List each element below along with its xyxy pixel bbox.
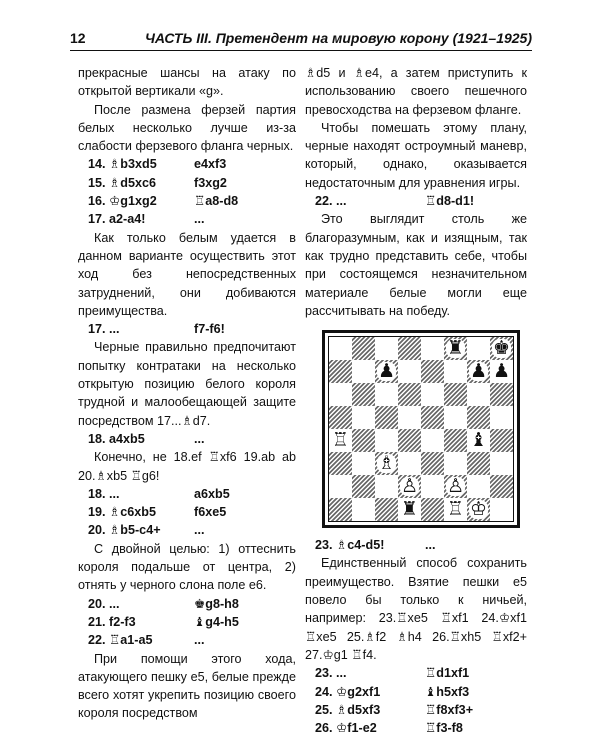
black-move: ♝h5xf3 [425, 684, 470, 699]
move-line [78, 320, 296, 338]
board-square [421, 383, 444, 406]
white-move: 23. ♗c4-d5! [315, 538, 385, 553]
white-move: 20. ♗b5-c4+ [88, 523, 161, 538]
black-move: ... [194, 523, 205, 538]
black-move: ♚g8-h8 [194, 596, 239, 611]
white-move: 14. ♗b3xd5 [88, 157, 157, 172]
board-square [398, 498, 421, 521]
move-line [78, 631, 296, 649]
black-move: f3xg2 [194, 175, 227, 190]
board-square [421, 498, 444, 521]
move-line [78, 430, 296, 448]
board-square [421, 429, 444, 452]
board-square [375, 360, 398, 383]
board-square [490, 406, 513, 429]
white-move: 19. ♗c6xb5 [88, 505, 157, 520]
black-move: ♖d8-d1! [425, 194, 475, 209]
white-move: 16. ♔g1xg2 [88, 194, 157, 209]
black-move: ♖f3-f8 [425, 721, 463, 736]
black-move: e4xf3 [194, 157, 227, 172]
paragraph: Конечно, не 18.ef ♖xf6 19.ab ab 20.♗xb5 ♖g6! [78, 450, 296, 483]
running-title: ЧАСТЬ III. Претендент на мировую корону (1921–1925) [145, 30, 532, 46]
move-line [78, 210, 296, 228]
board-square [329, 429, 352, 452]
paragraph: Как только белым удается в данном варианте осуществить этот ход без непосредственных затруднений, они добиваются преимущества. [78, 230, 296, 318]
board-square [375, 475, 398, 498]
white-move: 22. ... [315, 194, 347, 209]
black-move: ♝g4-h5 [194, 614, 239, 629]
board-square [375, 406, 398, 429]
board-square [444, 383, 467, 406]
board-square [490, 498, 513, 521]
chess-piece-icon: ♗ [377, 452, 396, 475]
right-column [305, 64, 527, 737]
chess-piece-icon: ♟ [492, 360, 511, 383]
move-line [78, 521, 296, 539]
board-square [375, 337, 398, 360]
chess-piece-icon: ♟ [469, 360, 488, 383]
chess-piece-icon: ♜ [446, 337, 465, 360]
black-move: f7-f6! [194, 322, 225, 337]
board-square [490, 452, 513, 475]
chess-piece-icon: ♙ [400, 475, 419, 498]
chess-piece-icon: ♙ [446, 475, 465, 498]
move-line [78, 485, 296, 503]
board-square [467, 337, 490, 360]
board-square [398, 452, 421, 475]
board-square [467, 360, 490, 383]
chess-piece-icon: ♖ [331, 429, 350, 452]
move-line [78, 595, 296, 613]
board-square [467, 475, 490, 498]
board-square [375, 429, 398, 452]
white-move: 17. ... [88, 322, 120, 337]
board-square [444, 406, 467, 429]
paragraph: Чтобы помешать этому плану, черные находят остроумный маневр, который, однако, оказывается недостаточным для уравнения игры. [305, 120, 527, 190]
chess-piece-icon: ♚ [492, 337, 511, 360]
black-move: ... [194, 633, 205, 648]
white-move: 23. ... [315, 666, 347, 681]
white-move: 18. ... [88, 486, 120, 501]
board-square [398, 406, 421, 429]
board-square [398, 383, 421, 406]
board-square [352, 383, 375, 406]
board-square [490, 429, 513, 452]
black-move: ... [194, 431, 205, 446]
board-square [375, 383, 398, 406]
board-square [329, 360, 352, 383]
board-square [352, 406, 375, 429]
board-square [352, 475, 375, 498]
board-square [421, 406, 444, 429]
chess-piece-icon: ♟ [377, 360, 396, 383]
board-square [421, 360, 444, 383]
board-square [329, 475, 352, 498]
board-square [421, 452, 444, 475]
white-move: 24. ♔g2xf1 [315, 684, 381, 699]
move-line [78, 503, 296, 521]
page-header [70, 28, 532, 51]
chessboard [328, 336, 514, 522]
white-move: 21. f2-f3 [88, 614, 136, 629]
board-square [398, 475, 421, 498]
chess-piece-icon: ♔ [469, 498, 488, 521]
board-square [467, 498, 490, 521]
page-number: 12 [70, 30, 86, 46]
move-line [305, 664, 527, 682]
paragraph: Это выглядит столь же благоразумным, как и изящным, так как трудно представить себе, чтобы при состоящемся незначительном материале белые могли еще рассчитывать на победу. [305, 212, 527, 318]
board-square [329, 383, 352, 406]
board-square [467, 429, 490, 452]
black-move: ♖d1xf1 [425, 666, 470, 681]
move-line [305, 536, 527, 554]
white-move: 22. ♖a1-a5 [88, 633, 153, 648]
chess-diagram [322, 330, 520, 528]
move-line [305, 683, 527, 701]
move-line [305, 719, 527, 737]
board-square [490, 475, 513, 498]
board-square [444, 429, 467, 452]
board-square [467, 406, 490, 429]
board-square [490, 383, 513, 406]
move-line [78, 613, 296, 631]
black-move: ... [425, 538, 436, 553]
move-line [78, 174, 296, 192]
board-square [490, 360, 513, 383]
board-square [467, 383, 490, 406]
black-move: ♖a8-d8 [194, 194, 239, 209]
board-square [329, 498, 352, 521]
board-square [421, 475, 444, 498]
board-square [444, 360, 467, 383]
paragraph: После размена ферзей партия белых несколько лучше из-за слабости ферзевого фланга черных. [78, 102, 296, 154]
white-move: 17. a2-a4! [88, 212, 146, 227]
board-square [398, 360, 421, 383]
black-move: ♖f8xf3+ [425, 702, 474, 717]
paragraph: Черные правильно предпочитают попытку контратаки на несколько открытую позицию белого короля трудной и малообещающей защите посредством 17...♗d7. [78, 340, 296, 428]
board-square [421, 337, 444, 360]
board-square [398, 337, 421, 360]
paragraph: прекрасные шансы на атаку по открытой вертикали «g». [78, 66, 296, 99]
board-square [444, 337, 467, 360]
board-square [352, 337, 375, 360]
white-move: 15. ♗d5xc6 [88, 175, 157, 190]
white-move: 26. ♔f1-e2 [315, 721, 377, 736]
paragraph: С двойной целью: 1) оттеснить короля подальше от центра, 2) отнять у черного слона поле e6. [78, 541, 296, 593]
board-square [329, 406, 352, 429]
board-square [352, 360, 375, 383]
move-line [78, 155, 296, 173]
board-square [352, 429, 375, 452]
board-square [329, 452, 352, 475]
paragraph: Единственный способ сохранить преимущество. Взятие пешки e5 повело бы только к ничьей, например: 23.♖xe5 ♖xf1 24.♔xf1 ♖xe5 25.♗f2 ♗h4 26.♖xh5 ♖xf2+ 27.♔g1 ♖f4. [305, 556, 527, 662]
left-column [78, 64, 296, 723]
black-move: f6xe5 [194, 505, 227, 520]
move-line [305, 192, 527, 210]
board-square [375, 452, 398, 475]
black-move: ... [194, 212, 205, 227]
chess-piece-icon: ♝ [469, 429, 488, 452]
black-move: a6xb5 [194, 486, 230, 501]
board-square [375, 498, 398, 521]
board-square [329, 337, 352, 360]
white-move: 25. ♗d5xf3 [315, 702, 381, 717]
board-square [444, 498, 467, 521]
white-move: 18. a4xb5 [88, 431, 145, 446]
board-square [352, 498, 375, 521]
chess-piece-icon: ♖ [446, 498, 465, 521]
paragraph: ♗d5 и ♗e4, а затем приступить к использованию своего пешечного превосходства на ферзевом фланге. [305, 66, 527, 117]
chess-piece-icon: ♜ [400, 498, 419, 521]
board-square [398, 429, 421, 452]
white-move: 20. ... [88, 596, 120, 611]
move-line [78, 192, 296, 210]
board-square [444, 452, 467, 475]
board-square [352, 452, 375, 475]
paragraph: При помощи этого хода, атакующего пешку e5, белые прежде всего хотят укрепить позицию своего короля посредством [78, 651, 296, 721]
move-line [305, 701, 527, 719]
board-square [467, 452, 490, 475]
board-square [444, 475, 467, 498]
board-square [490, 337, 513, 360]
